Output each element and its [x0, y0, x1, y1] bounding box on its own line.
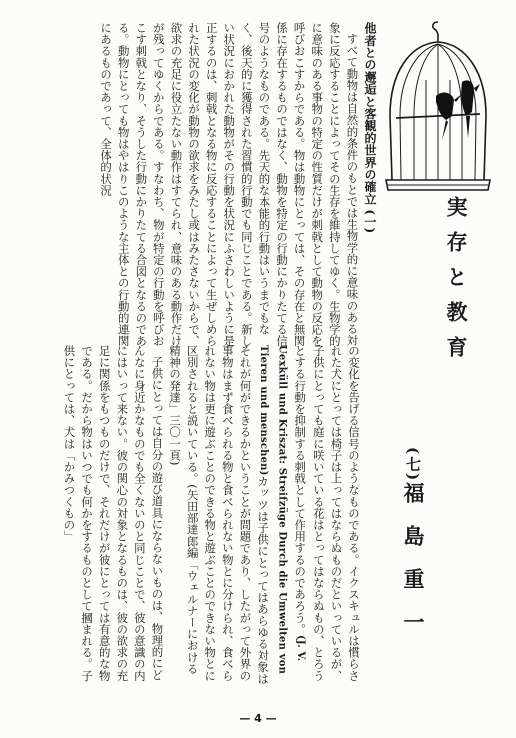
author-byline [398, 447, 428, 654]
section-subtitle: 他者との邂逅と客観的世界の確立 (一) [363, 22, 377, 234]
lower-paragraph-1 [165, 345, 362, 685]
lower-paragraph-1-tail: カッツは子供にとってはあらゆる対象はそれが何ができるかということが問題であり、したがって外界の事物はまず食べられる物と食べられない物とに分けられ、食べられない物は更に遊ぶことのできる物と遊ぶことのできない物とに区別されると説いている。(矢田部達郎編「ウェルナーにおける精神の発達」三〇一頁) [168, 345, 271, 685]
lower-paragraph-2: 子供にとっては自分の遊び道具にならないものは、物理的にどんなに身近かなものでも全くないのと同じことで、彼の意識の内にはいって来ない。彼の関心の対象となるものは、彼の欲求の充足に関係をもつものだけで、それだけが彼にとっては有意的な物である。だから物はいつでも何かをするものとして摑まれる。子供にとっては、犬は「かみつくもの」 [62, 345, 165, 682]
birdcage-illustration [376, 20, 500, 198]
lower-paragraph-1-text: の変化を告げる信号のようなものである。イクスキュルは慣らされた犬にとっては椅子は上ってはならぬものだといっているが、子供にとっても庭に咲いている花はとってはならぬもの、とろうとする行動を抑制する刺戟として作用するのであろう。 [293, 345, 361, 682]
upper-text-columns [40, 22, 378, 348]
article-part-number: (七) [404, 447, 422, 483]
article-title: 実存と教育 [444, 196, 469, 371]
uexkull-citation: (J. V. Uexküll und Kriszat: Streifzüge Durch die Umwelten von Tieren und menschen) [258, 345, 307, 675]
upper-paragraph: すべて動物は自然的条件のもとでは生物学的に意味のある対象に反応することによってその生存を維持してゆく。生物学的に意味のある事物の特定の性質だけが刺戟として動物の反応を呼びおこすからである。物は動物にとっては、その存在と無関係に存在するものではなく、動物を特定の行動にかりたてる信号のようなものである。先天的な本能的行動はいうまでもなく、後天的に獲得された習慣的行動でも同じことである。新しい状況におかれた動物がその行動を状況にふさわしいように是正するのは、刺戟となる物に反応することによって生ぜしめられた状況の変化が動物の欲求をみたし或はみたさないからで、欲求の充足に役立たない動作はすてられ、意味のある動作だけが残ってゆくからである。すなわち、物が特定の行動を呼びおこす刺戟となり、そうした行動にかりたてる合図となるのである。動物にとっても物はやはりこのような主体との行動的連関にあるものであって、全体的状況 [99, 22, 360, 347]
page-number: — 4 — [239, 712, 277, 725]
author-name: 福島重一 [401, 482, 426, 655]
lower-text-columns [44, 345, 362, 685]
